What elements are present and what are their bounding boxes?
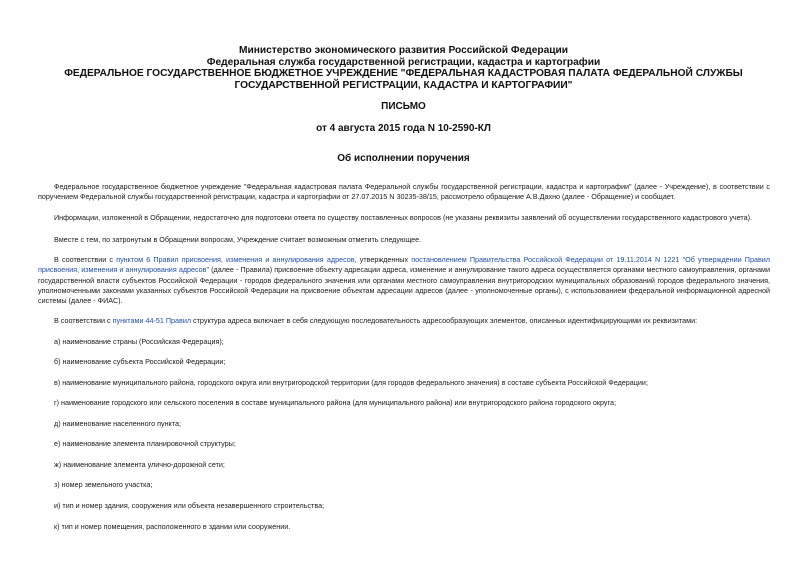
paragraph-note: Вместе с тем, по затронутым в Обращении вопросам, Учреждение считает возможным отметить следующее. xyxy=(54,235,422,244)
ministry-name: Министерство экономического развития Российской Федерации xyxy=(238,45,569,56)
document-date-number: от 4 августа 2015 года N 10-2590-КЛ xyxy=(316,123,491,134)
document-subject: Об исполнении поручения xyxy=(337,153,470,164)
link-rules-point-6[interactable]: пунктом 6 Правил присвоения, изменения и аннулирования адресов xyxy=(116,255,355,264)
text-segment: структура адреса включает в себя следующую последовательность адресообразующих элементов, описанных идентифицирующими их реквизитами: xyxy=(191,316,698,325)
list-item: б) наименование субъекта Российской Федерации; xyxy=(54,357,226,366)
document-type: ПИСЬМО xyxy=(381,101,426,112)
text-segment: (далее - Правила) присвоение объекту адресации адреса, изменение и аннулирование такого адреса осуществляется органами местного самоуправления, органами государственной власти субъектов Российской Федерации - городов федерального значения или органами местного самоуправления внутригородских муниципальных образований городов федерального значения, уполномоченными законами указанных субъектов Российской Федерации на присвоение объектам адресации адресов (далее - уполномоченные органы), с использованием федеральной информационной адресной системы (далее - ФИАС). xyxy=(38,265,770,306)
list-item: д) наименование населенного пункта; xyxy=(54,419,181,428)
list-item: и) тип и номер здания, сооружения или объекта незавершенного строительства; xyxy=(54,501,325,510)
text-segment: В соответствии с xyxy=(54,255,117,264)
paragraph-rules xyxy=(38,255,770,306)
list-item: ж) наименование элемента улично-дорожной сети; xyxy=(54,460,225,469)
link-rules-points-44-51[interactable]: пунктами 44-51 Правил xyxy=(112,316,192,325)
list-item: к) тип и номер помещения, расположенного в здании или сооружении. xyxy=(54,522,291,531)
text-segment: , утвержденных xyxy=(354,255,412,264)
list-item: в) наименование муниципального района, городского округа или внутригородской территории (для городов федерального значения) в составе субъекта Российской Федерации; xyxy=(54,378,648,387)
institution-name: ФЕДЕРАЛЬНОЕ ГОСУДАРСТВЕННОЕ БЮДЖЕТНОЕ УЧРЕЖДЕНИЕ "ФЕДЕРАЛЬНАЯ КАДАСТРОВАЯ ПАЛАТА ФЕДЕРАЛЬНОЙ СЛУЖБЫ ГОСУДАРСТВЕННОЙ РЕГИСТРАЦИИ, КАДАСТРА И КАРТОГРАФИИ" xyxy=(64,68,743,91)
link-government-decree[interactable]: постановлением Правительства Российской Федерации от 19.11.2014 N 1221 "Об утверждении Правил присвоения, изменения и аннулирования адресов" xyxy=(38,255,770,275)
list-item: г) наименование городского или сельского поселения в составе муниципального района (для муниципального района) или внутригородского района городского округа; xyxy=(54,398,616,407)
list-item: а) наименование страны (Российская Федерация); xyxy=(54,337,224,346)
text-segment: В соответствии с xyxy=(54,316,113,325)
service-name: Федеральная служба государственной регистрации, кадастра и картографии xyxy=(206,56,601,68)
paragraph-address-structure xyxy=(38,316,770,326)
list-item: е) наименование элемента планировочной структуры; xyxy=(54,439,236,448)
list-item: з) номер земельного участка; xyxy=(54,480,153,489)
paragraph-intro: Федеральное государственное бюджетное учреждение "Федеральная кадастровая палата Федеральной службы государственной регистрации, кадастра и картографии" (далее - Учреждение), в соответствии с поручением Федеральной службы государственной регистрации, кадастра и картографии от 27.07.2015 N 30235-38/15, рассмотрело обращение А.В.Дахно (далее - Обращение) и сообщает. xyxy=(38,182,770,202)
document-header xyxy=(40,45,767,91)
paragraph-insufficient-info: Информации, изложенной в Обращении, недостаточно для подготовки ответа по существу поставленных вопросов (не указаны реквизиты заявлений об осуществлении государственного кадастрового учета). xyxy=(54,213,753,222)
